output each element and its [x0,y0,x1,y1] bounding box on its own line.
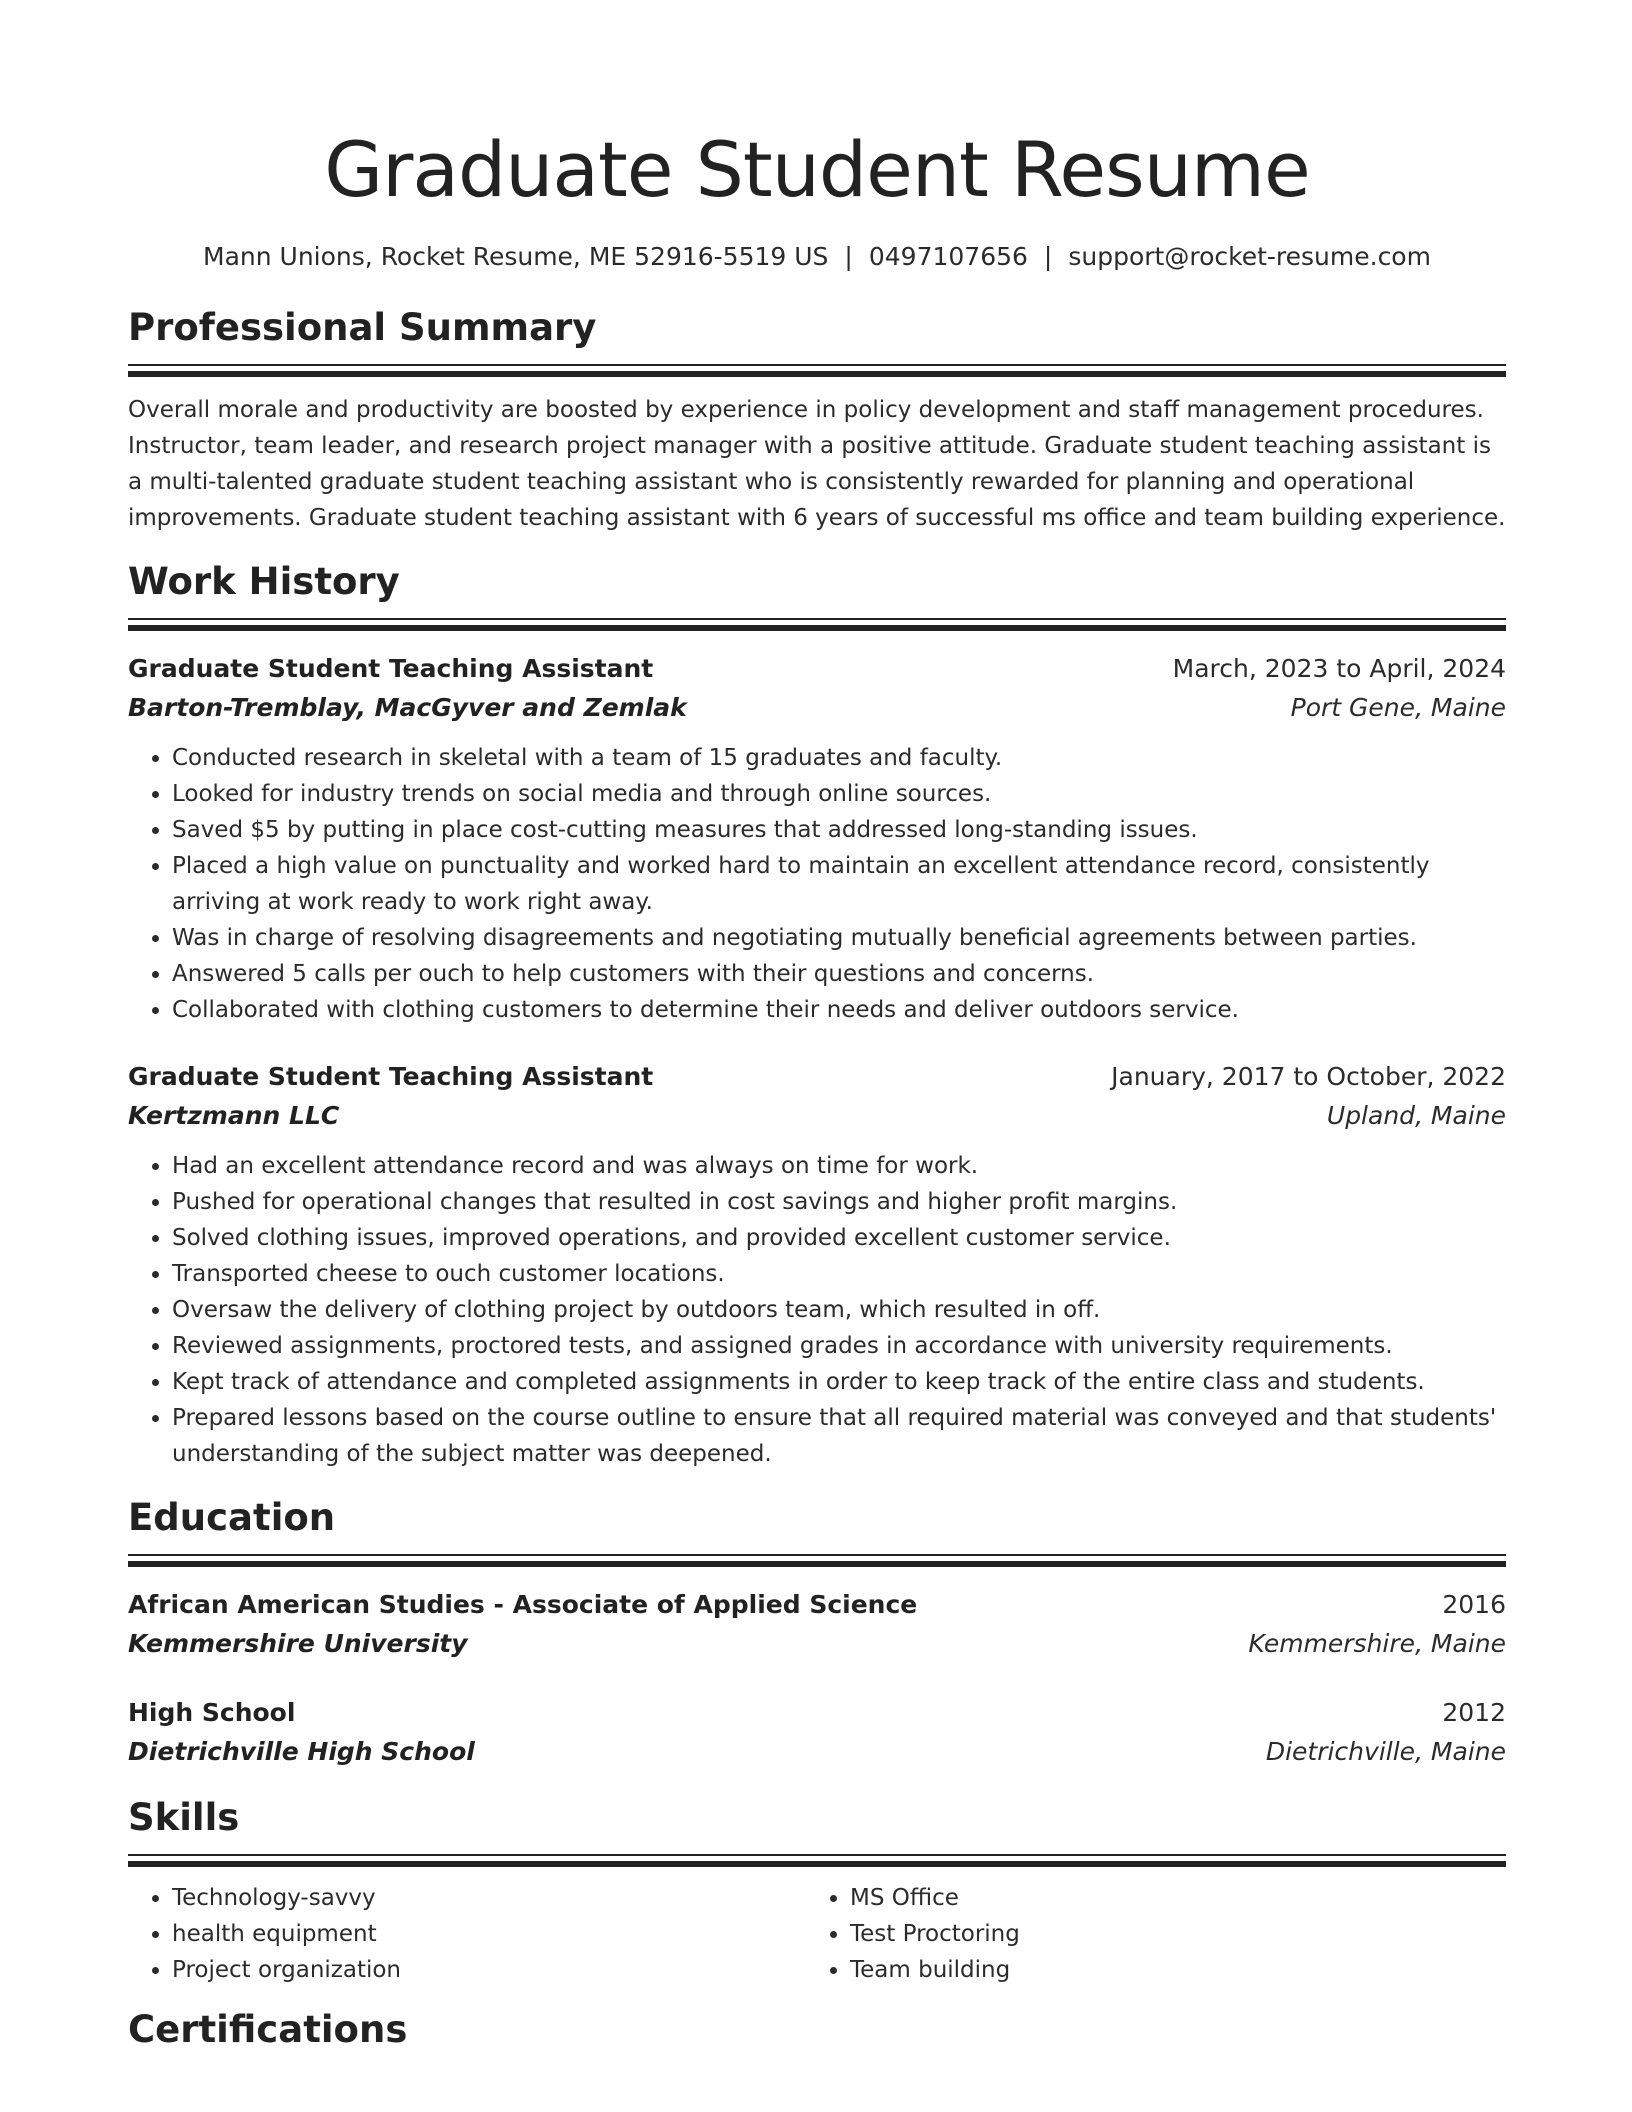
job-dates: March, 2023 to April, 2024 [1172,654,1506,683]
skill-item: • Project organization [172,1952,806,1988]
job-dates: January, 2017 to October, 2022 [1111,1062,1506,1091]
list-item: • Conducted research in skeletal with a team of 15 graduates and faculty. [172,740,1506,776]
education-school-row [128,1624,1506,1664]
section-heading-certifications: Certifications [128,2008,408,2051]
education-entry [128,1694,1506,1772]
list-item: • Looked for industry trends on social media and through online sources. [172,776,1506,812]
education-entry [128,1586,1506,1664]
section-heading-summary: Professional Summary [128,306,597,349]
education-location: Dietrichville, Maine [1265,1737,1506,1766]
resume-title: Graduate Student Resume [324,125,1310,214]
education-header-row [128,1586,1506,1624]
job-title: Graduate Student Teaching Assistant [128,1062,654,1091]
contact-phone: 0497107656 [868,242,1028,271]
skill-item: • Team building [850,1952,1484,1988]
list-item: • Transported cheese to ouch customer locations. [172,1256,1506,1292]
skill-item: • MS Office [850,1880,1484,1916]
skills-columns [128,1880,1506,1988]
job-header-row [128,650,1506,688]
skill-item: • Technology-savvy [172,1880,806,1916]
job-bullets [128,1148,1506,1472]
job-header-row [128,1058,1506,1096]
job-location: Port Gene, Maine [1290,693,1506,722]
section-rule [128,1554,1506,1568]
contact-separator: | [844,242,853,271]
work-section [128,558,1506,1472]
education-location: Kemmershire, Maine [1248,1629,1506,1658]
job-company: Barton-Tremblay, MacGyver and Zemlak [128,693,687,722]
contact-separator: | [1043,242,1053,271]
skills-section [128,1794,1506,1988]
education-school-row [128,1732,1506,1772]
job-company-row [128,1096,1506,1136]
education-school: Dietrichville High School [128,1737,475,1766]
education-header-row [128,1694,1506,1732]
section-rule [128,618,1506,632]
skills-column-left [128,1880,806,1988]
job-location: Upland, Maine [1326,1101,1506,1130]
job-company: Kertzmann LLC [128,1101,340,1130]
contact-address: Mann Unions, Rocket Resume, ME 52916-5519 US [203,242,829,271]
skill-item: • health equipment [172,1916,806,1952]
section-rule [128,364,1506,378]
list-item: • Answered 5 calls per ouch to help customers with their questions and concerns. [172,956,1506,992]
job-company-row [128,688,1506,728]
summary-text: Overall morale and productivity are boosted by experience in policy development and staff management procedures. Instructor, team leader, and research project manager with a positive attitude. Graduate student teaching assistant is a multi-talented graduate student teaching assistant who is consistently rewarded for planning and operational improvements. Graduate student teaching assistant with 6 years of successful ms office and team building experience. [128,397,1506,531]
contact-line [128,240,1506,274]
list-item: • Oversaw the delivery of clothing project by outdoors team, which resulted in off. [172,1292,1506,1328]
education-section [128,1494,1506,1772]
education-year: 2012 [1442,1698,1506,1727]
section-heading-skills: Skills [128,1796,240,1839]
education-degree: African American Studies - Associate of Applied Science [128,1590,918,1619]
list-item: • Kept track of attendance and completed assignments in order to keep track of the entire class and students. [172,1364,1506,1400]
skills-column-right [806,1880,1484,1988]
list-item: • Was in charge of resolving disagreements and negotiating mutually beneficial agreements between parties. [172,920,1506,956]
skill-item: • Test Proctoring [850,1916,1484,1952]
list-item: • Pushed for operational changes that resulted in cost savings and higher profit margins. [172,1184,1506,1220]
list-item: • Reviewed assignments, proctored tests, and assigned grades in accordance with university requirements. [172,1328,1506,1364]
certifications-section [128,2006,1506,2054]
job-entry [128,1058,1506,1472]
education-school: Kemmershire University [128,1629,468,1658]
section-heading-work: Work History [128,560,400,603]
list-item: • Saved $5 by putting in place cost-cutting measures that addressed long-standing issues. [172,812,1506,848]
list-item: • Solved clothing issues, improved operations, and provided excellent customer service. [172,1220,1506,1256]
list-item: • Had an excellent attendance record and was always on time for work. [172,1148,1506,1184]
job-bullets [128,740,1506,1028]
section-rule [128,1854,1506,1868]
skills-list [806,1880,1484,1988]
list-item: • Prepared lessons based on the course outline to ensure that all required material was conveyed and that students' understanding of the subject matter was deepened. [172,1400,1506,1472]
job-entry [128,650,1506,1028]
resume-page [128,0,1506,2054]
list-item: • Collaborated with clothing customers to determine their needs and deliver outdoors service. [172,992,1506,1028]
skills-list [128,1880,806,1988]
education-year: 2016 [1442,1590,1506,1619]
job-title: Graduate Student Teaching Assistant [128,654,654,683]
contact-email: support@rocket-resume.com [1068,242,1431,271]
section-heading-education: Education [128,1496,336,1539]
list-item: • Placed a high value on punctuality and worked hard to maintain an excellent attendance record, consistently arriving at work ready to work right away. [172,848,1506,920]
education-degree: High School [128,1698,296,1727]
summary-section [128,304,1506,536]
